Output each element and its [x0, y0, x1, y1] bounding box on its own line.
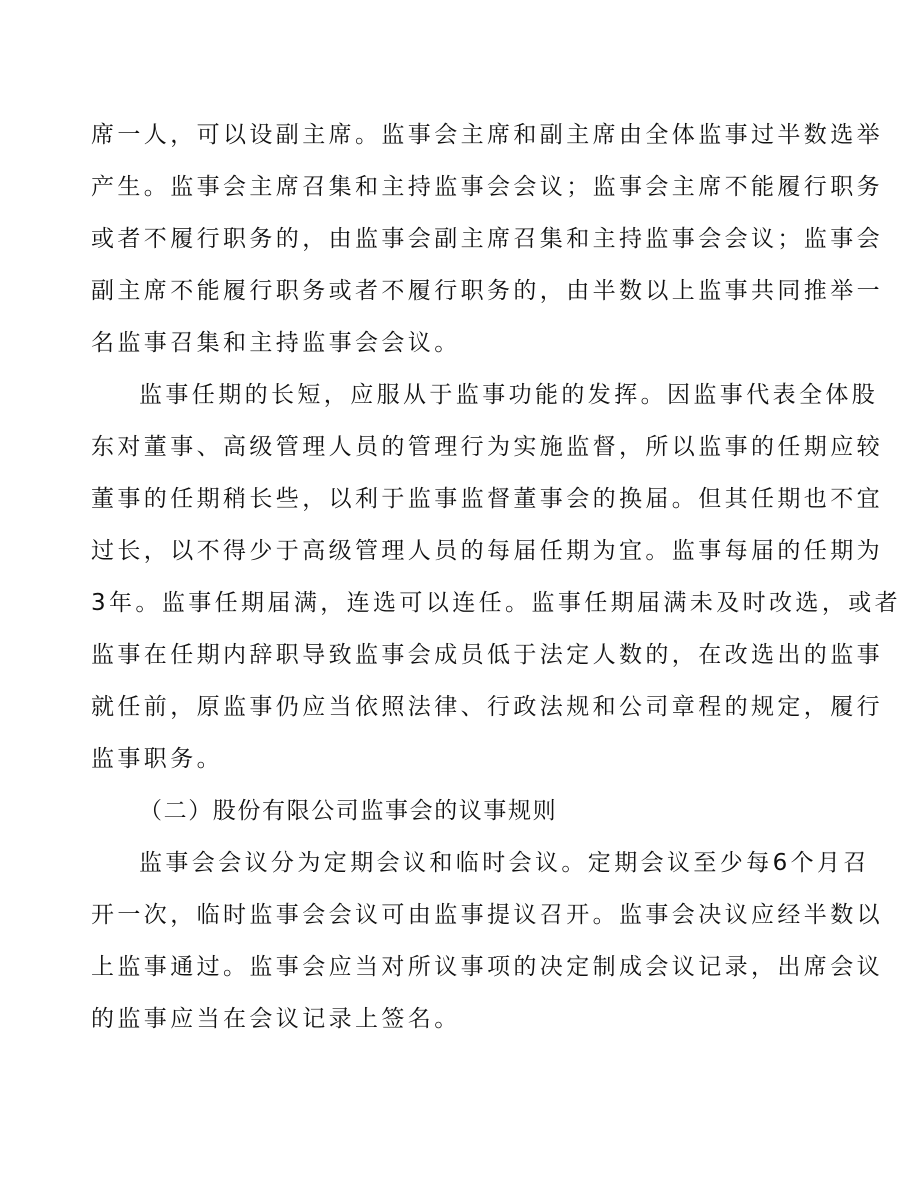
paragraph-line: 上监事通过。监事会应当对所议事项的决定制成会议记录，出席会议	[91, 954, 883, 980]
paragraph-line: 开一次，临时监事会会议可由监事提议召开。监事会决议应经半数以	[91, 902, 883, 928]
paragraph-line: 或者不履行职务的，由监事会副主席召集和主持监事会会议；监事会	[91, 226, 883, 252]
paragraph-line: 产生。监事会主席召集和主持监事会会议；监事会主席不能履行职务	[91, 174, 883, 200]
paragraph-line: 过长，以不得少于高级管理人员的每届任期为宜。监事每届的任期为	[91, 538, 883, 564]
paragraph-line: 东对董事、高级管理人员的管理行为实施监督，所以监事的任期应较	[91, 434, 883, 460]
section-heading: （二）股份有限公司监事会的议事规则	[139, 798, 558, 824]
paragraph-line: 监事职务。	[91, 746, 223, 772]
paragraph-line: 监事会会议分为定期会议和临时会议。定期会议至少每6个月召	[139, 850, 870, 876]
paragraph-line: 就任前，原监事仍应当依照法律、行政法规和公司章程的规定，履行	[91, 694, 883, 720]
paragraph-line: 席一人，可以设副主席。监事会主席和副主席由全体监事过半数选举	[91, 122, 883, 148]
paragraph-line: 的监事应当在会议记录上签名。	[91, 1006, 461, 1032]
paragraph-line: 监事任期的长短，应服从于监事功能的发挥。因监事代表全体股	[139, 382, 879, 408]
paragraph-line: 监事在任期内辞职导致监事会成员低于法定人数的，在改选出的监事	[91, 642, 883, 668]
paragraph-line: 副主席不能履行职务或者不履行职务的，由半数以上监事共同推举一	[91, 278, 883, 304]
paragraph-line: 3年。监事任期届满，连选可以连任。监事任期届满未及时改选，或者	[91, 590, 902, 616]
paragraph-line: 名监事召集和主持监事会会议。	[91, 330, 461, 356]
paragraph-line: 董事的任期稍长些，以利于监事监督董事会的换届。但其任期也不宜	[91, 486, 883, 512]
